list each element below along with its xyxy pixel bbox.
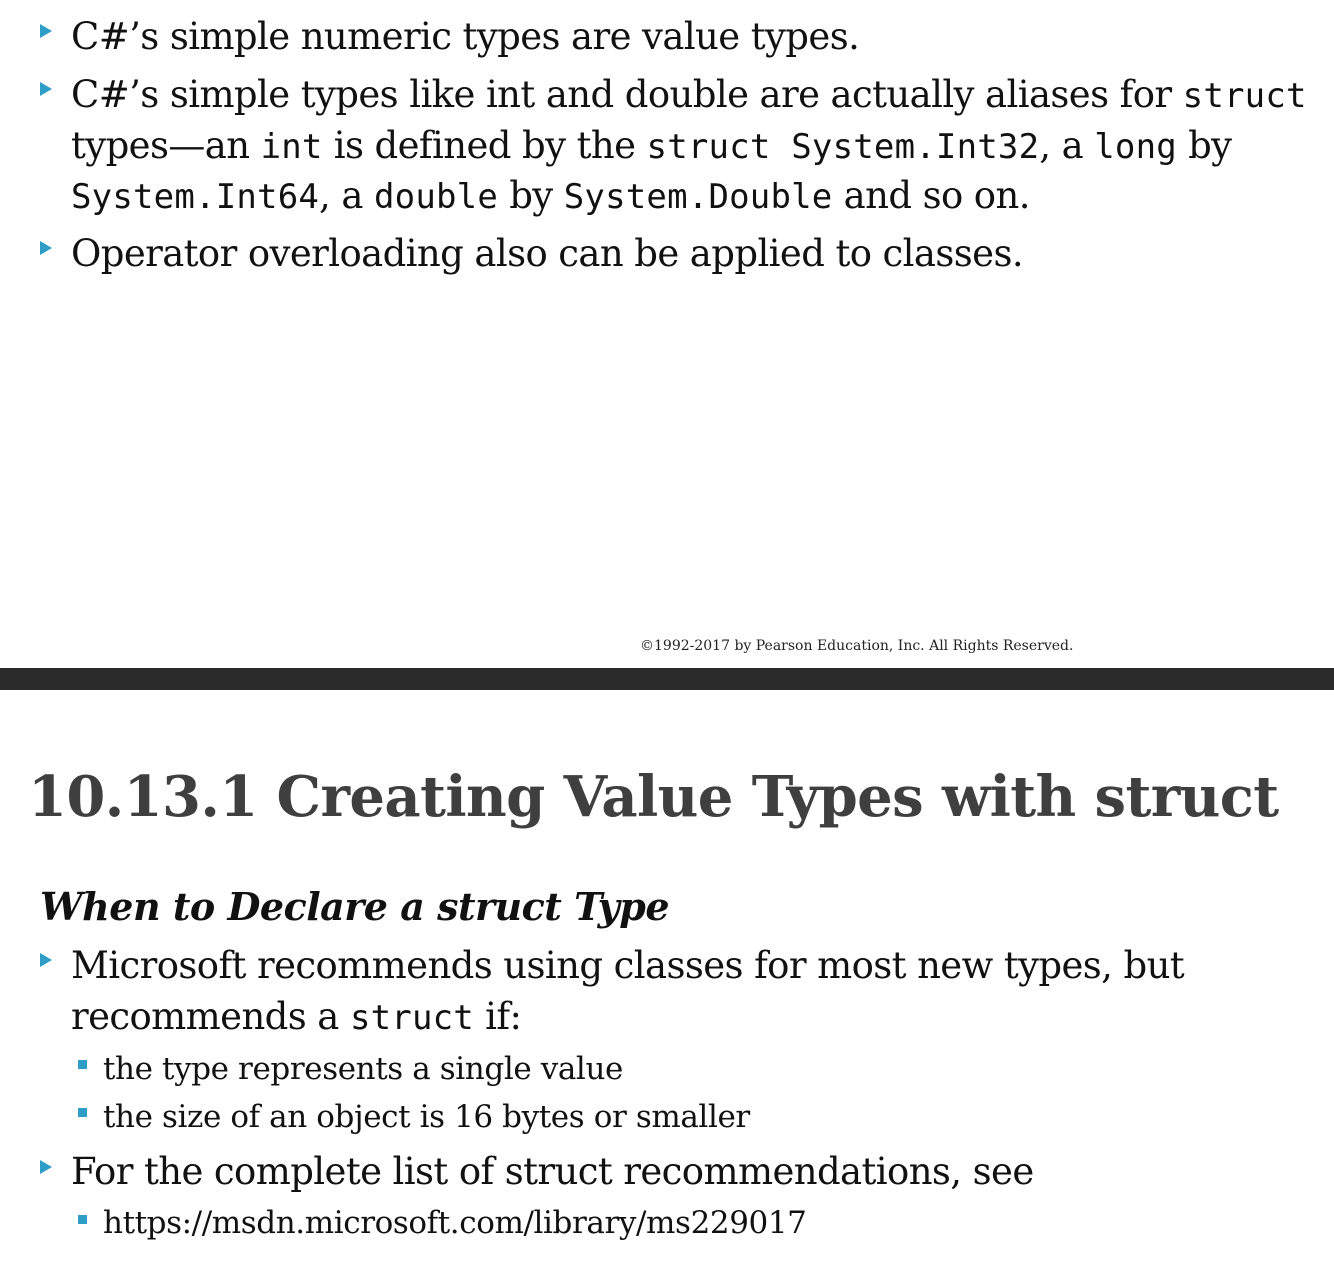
slide-separator — [0, 668, 1334, 690]
code-system-double: System.Double — [563, 177, 833, 217]
bullet-line — [71, 992, 521, 1043]
text: is defined by the — [322, 124, 647, 167]
code-double: double — [374, 177, 499, 217]
text: , a — [319, 174, 374, 217]
bullet-arrow-icon — [40, 24, 52, 38]
bottom-slide — [0, 690, 1334, 1283]
code-system-int64: System.Int64 — [71, 177, 320, 217]
bullet-line: Microsoft recommends using classes for most new types, but — [71, 944, 1185, 987]
bullet-text: C#’s simple numeric types are value types. — [71, 15, 860, 58]
bullet-arrow-icon — [40, 82, 52, 96]
bullet-arrow-icon — [40, 1160, 52, 1174]
bullet-line — [71, 70, 1307, 121]
copyright-notice: ©1992-2017 by Pearson Education, Inc. All Rights Reserved. — [640, 638, 1074, 654]
text: C#’s simple types like int and double are actually aliases for — [71, 73, 1183, 116]
text: if: — [473, 995, 522, 1038]
msdn-link[interactable]: https://msdn.microsoft.com/library/ms229017 — [103, 1205, 807, 1241]
slide-subtitle: When to Declare a struct Type — [40, 884, 670, 929]
sub-bullet-square-icon — [78, 1060, 87, 1069]
text: by — [498, 174, 564, 217]
sub-bullet-square-icon — [78, 1108, 87, 1117]
bullet-line — [71, 171, 1030, 222]
code-struct: struct — [349, 998, 474, 1038]
sub-bullet-text: the size of an object is 16 bytes or smaller — [103, 1099, 750, 1135]
text: , a — [1039, 124, 1095, 167]
sub-bullet-square-icon — [78, 1215, 87, 1224]
bullet-text: Operator overloading also can be applied to classes. — [71, 232, 1023, 275]
code-long: long — [1094, 127, 1177, 167]
bullet-arrow-icon — [40, 241, 52, 255]
text: recommends a — [71, 995, 350, 1038]
text: and so on. — [832, 174, 1030, 217]
code-struct: struct — [1182, 76, 1307, 116]
code-system-int32: struct System.Int32 — [646, 127, 1040, 167]
slide-title: 10.13.1 Creating Value Types with struct — [28, 764, 1279, 830]
code-int: int — [260, 127, 323, 167]
bullet-line — [71, 121, 1231, 172]
text: by — [1176, 124, 1232, 167]
bullet-arrow-icon — [40, 953, 52, 967]
bullet-text: For the complete list of struct recommendations, see — [71, 1150, 1034, 1193]
sub-bullet-text: the type represents a single value — [103, 1051, 623, 1087]
text: types—an — [71, 124, 261, 167]
